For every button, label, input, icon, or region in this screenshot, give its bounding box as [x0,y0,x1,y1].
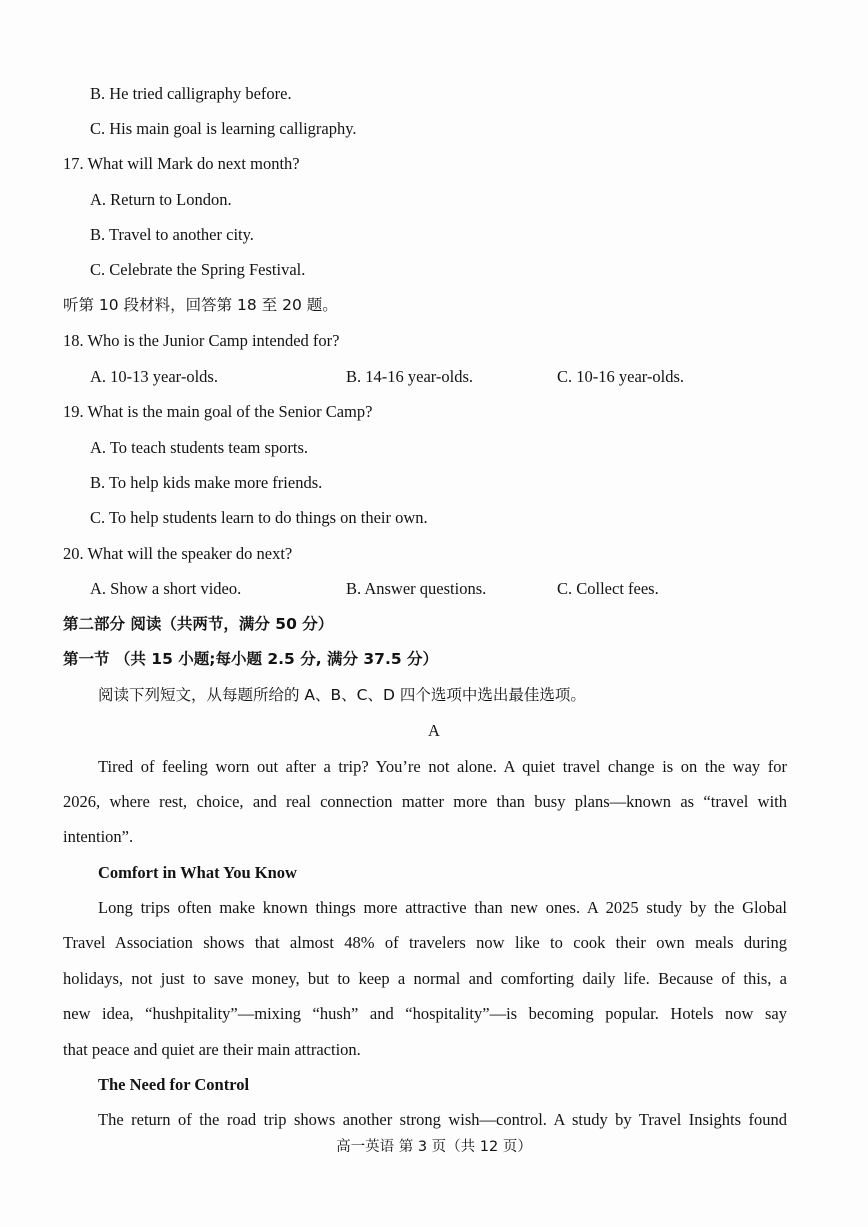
passage-para2-line: The return of the road trip shows another strong wish—control. A study by Travel Insights found [98,1110,787,1129]
q19-option-b: B. To help kids make more friends. [90,473,323,492]
q20-question: 20. What will the speaker do next? [63,544,293,563]
passage-para1-line: new idea, “hushpitality”—mixing “hush” and “hospitality”—is becoming popular. Hotels now say [63,1004,787,1023]
q18-option-b: B. 14-16 year-olds. [346,367,474,386]
q19-option-a: A. To teach students team sports. [90,438,309,457]
passage-para1-line: holidays, not just to save money, but to keep a normal and comforting daily life. Because of this, a [63,969,787,988]
passage-intro-line: Tired of feeling worn out after a trip? You’re not alone. A quiet travel change is on the way for [98,757,787,776]
q16-option-c: C. His main goal is learning calligraphy. [90,119,357,138]
q19-question: 19. What is the main goal of the Senior Camp? [63,402,373,421]
listening-instruction: 听第 10 段材料，回答第 18 至 20 题。 [63,296,338,314]
passage-para1-line: Travel Association shows that almost 48% of travelers now like to cook their own meals during [63,933,787,952]
q20-option-b: B. Answer questions. [346,579,487,598]
q18-question: 18. Who is the Junior Camp intended for? [63,331,340,350]
q19-option-c: C. To help students learn to do things on their own. [90,508,428,527]
part2-heading: 第二部分 阅读（共两节，满分 50 分） [63,615,334,633]
passage-intro-line: intention”. [63,827,134,846]
passage-heading-control: The Need for Control [98,1075,250,1094]
q17-question: 17. What will Mark do next month? [63,154,300,173]
passage-para1-line: that peace and quiet are their main attraction. [63,1040,361,1059]
page-footer: 高一英语 第 3 页（共 12 页） [336,1139,532,1155]
passage-para1-line: Long trips often make known things more attractive than new ones. A 2025 study by the Global [98,898,787,917]
passage-letter: A [428,721,440,740]
passage-heading-comfort: Comfort in What You Know [98,863,297,882]
q18-option-a: A. 10-13 year-olds. [90,367,218,386]
q17-option-c: C. Celebrate the Spring Festival. [90,260,306,279]
q16-option-b: B. He tried calligraphy before. [90,84,292,103]
section1-heading: 第一节 （共 15 小题;每小题 2.5 分, 满分 37.5 分） [63,650,439,668]
q20-option-c: C. Collect fees. [557,579,659,598]
q18-option-c: C. 10-16 year-olds. [557,367,685,386]
passage-intro-line: 2026, where rest, choice, and real connection matter more than busy plans—known as “travel with [63,792,787,811]
reading-instruction: 阅读下列短文，从每题所给的 A、B、C、D 四个选项中选出最佳选项。 [98,686,586,704]
q17-option-b: B. Travel to another city. [90,225,254,244]
q17-option-a: A. Return to London. [90,190,232,209]
q20-option-a: A. Show a short video. [90,579,242,598]
